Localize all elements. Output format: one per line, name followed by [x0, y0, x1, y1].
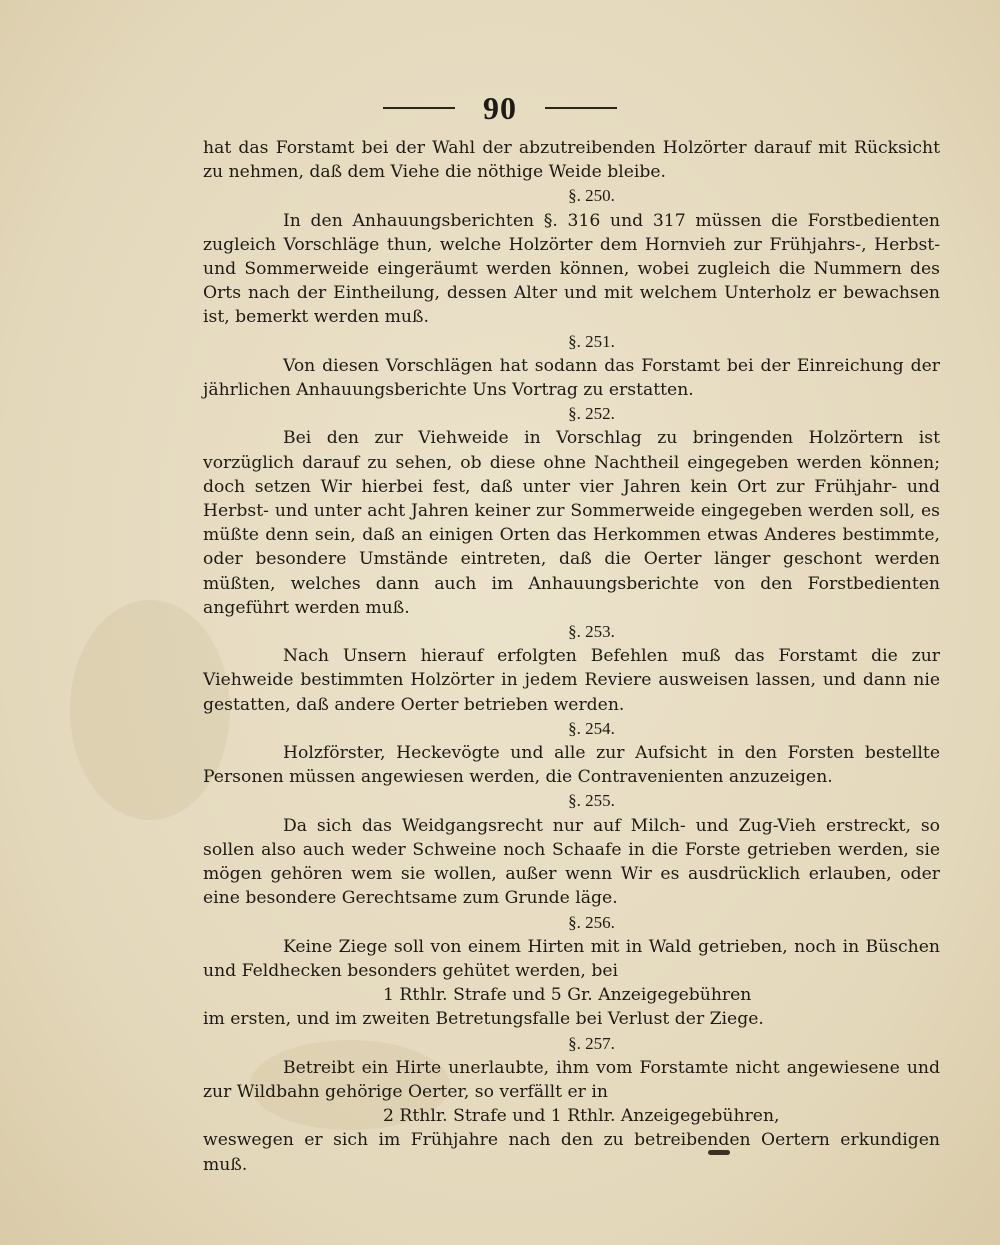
section-paragraph: In den Anhauungsberichten §. 316 und 317 müssen die Forstbedienten zugleich Vorschläge thun, welche Holzörter dem Hornvieh zur Frühjahrs-, Herbst- und Sommerweide eingeräumt werden können, wobei zugleich die Nummern des Orts nach der Eintheilung, dessen Alter und mit welchem Unterholz er bewachsen ist, bemerkt werden muß. — [203, 210, 940, 328]
penalty-line: 2 Rthlr. Strafe und 1 Rthlr. Anzeigegebühren, — [383, 1106, 780, 1127]
section-paragraph: Nach Unsern hierauf erfolgten Befehlen muß das Forstamt die zur Viehweide bestimmten Holzörter in jedem Reviere ausweisen lassen, und dann nie gestatten, daß andere Oerter betrieben werden. — [203, 646, 940, 715]
section-paragraph-after: im ersten, und im zweiten Betretungsfalle bei Verlust der Ziege. — [203, 1009, 764, 1030]
section-number: §. 255. — [568, 791, 615, 811]
section-number: §. 251. — [568, 331, 615, 351]
section-number: §. 257. — [568, 1033, 615, 1053]
section-number: §. 256. — [568, 912, 615, 932]
header-rule-left — [383, 107, 455, 109]
section-number: §. 254. — [568, 718, 615, 738]
section-number: §. 250. — [568, 186, 615, 206]
section-paragraph: Betreibt ein Hirte unerlaubte, ihm vom Forstamte nicht angewiesene und zur Wildbahn gehörige Oerter, so verfällt er in — [203, 1057, 940, 1102]
page-number: 90 — [483, 89, 517, 126]
section-paragraph-after: weswegen er sich im Frühjahre nach den zu betreibenden Oertern erkundigen muß. — [203, 1130, 940, 1175]
ink-mark — [708, 1150, 730, 1155]
section-number: §. 252. — [568, 404, 615, 424]
body-text — [203, 136, 940, 1177]
header-rule-right — [545, 107, 617, 109]
section-paragraph: Keine Ziege soll von einem Hirten mit in Wald getrieben, noch in Büschen und Feldhecken besonders gehütet werden, bei — [203, 936, 940, 981]
page-header — [0, 88, 1000, 128]
section-number: §. 253. — [568, 622, 615, 642]
penalty-line: 1 Rthlr. Strafe und 5 Gr. Anzeigegebühren — [383, 985, 752, 1006]
section-paragraph: Von diesen Vorschlägen hat sodann das Forstamt bei der Einreichung der jährlichen Anhauungsberichte Uns Vortrag zu erstatten. — [203, 355, 940, 401]
section-paragraph: Da sich das Weidgangsrecht nur auf Milch- und Zug-Vieh erstreckt, so sollen also auch weder Schweine noch Schaafe in die Forste getrieben werden, sie mögen gehören wem sie wollen, außer wenn Wir es ausdrücklich erlauben, oder eine besondere Gerechtsame zum Grunde läge. — [203, 815, 940, 909]
section-paragraph: Holzförster, Heckevögte und alle zur Aufsicht in den Forsten bestellte Personen müssen angewiesen werden, die Contravenienten anzuzeigen. — [203, 743, 940, 788]
paragraph-continuation: hat das Forstamt bei der Wahl der abzutreibenden Holzörter darauf mit Rücksicht zu nehmen, daß dem Viehe die nöthige Weide bleibe. — [203, 138, 940, 183]
section-paragraph: Bei den zur Viehweide in Vorschlag zu bringenden Holzörtern ist vorzüglich darauf zu sehen, ob diese ohne Nachtheil eingegeben werden können; doch setzen Wir hierbei fest, daß unter vier Jahren kein Ort zur Frühjahr- und Herbst- und unter acht Jahren keiner zur Sommerweide eingegeben werden soll, es müßte denn sein, daß an einigen Orten das Herkommen etwas Anderes bestimmte, oder besondere Umstände eintreten, daß die Oerter länger geschont werden müßten, welches dann auch im Anhauungsberichte von den Forstbedienten angeführt werden muß. — [203, 428, 940, 618]
